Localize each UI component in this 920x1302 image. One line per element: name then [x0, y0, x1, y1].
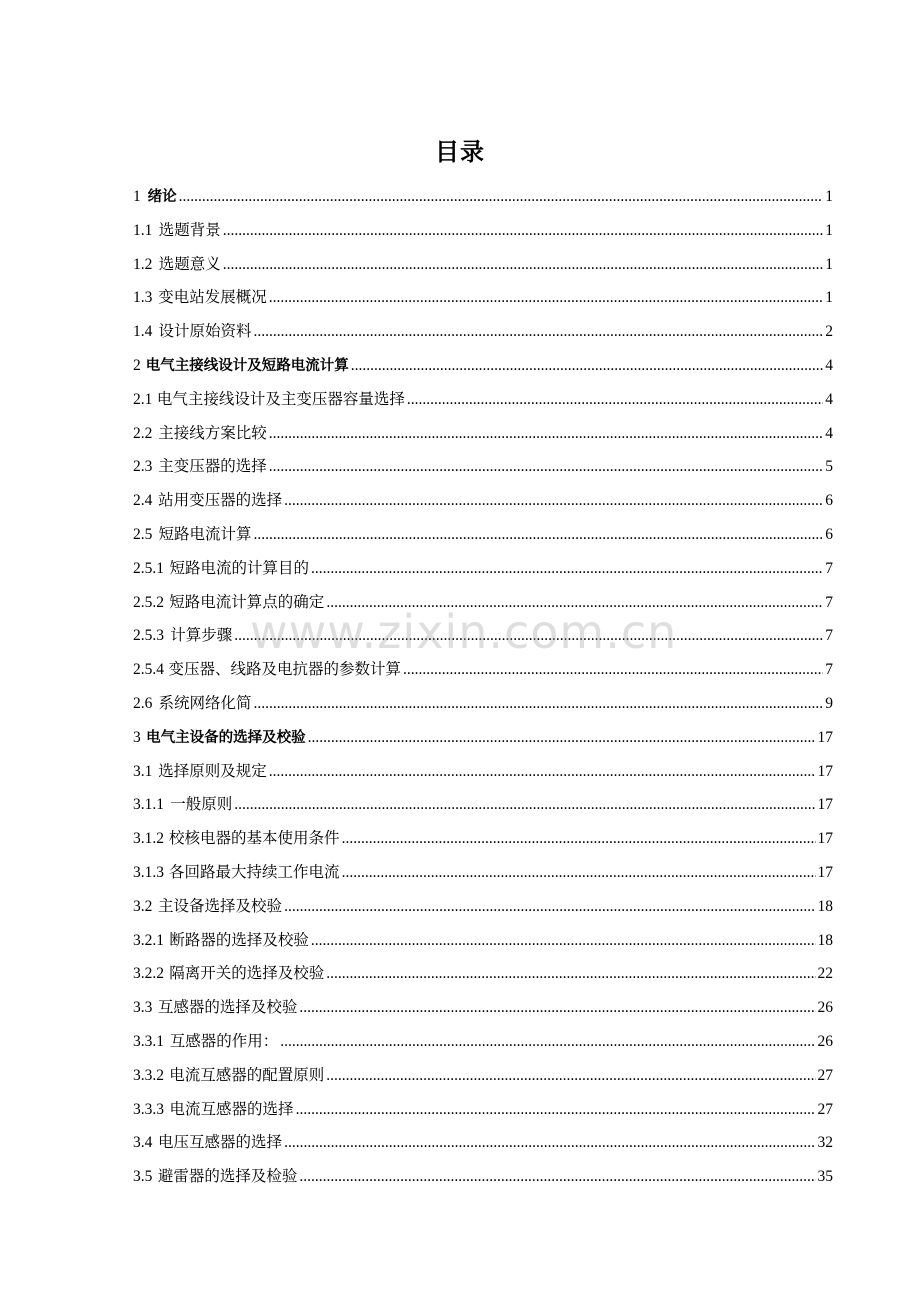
- toc-leader-dots: [284, 890, 815, 924]
- toc-entry[interactable]: [133, 417, 833, 451]
- toc-entry-number: 2.6: [133, 694, 153, 712]
- toc-entry-page: 27: [817, 1066, 833, 1084]
- toc-entry-title: 电气主接线设计及主变压器容量选择: [156, 390, 405, 408]
- toc-leader-dots: [269, 281, 823, 315]
- toc-entry-page: 1: [825, 289, 833, 307]
- toc-entry[interactable]: [133, 890, 833, 924]
- toc-entry-title: 变压器、线路及电抗器的参数计算: [168, 661, 401, 679]
- toc-entry-number: 2.5.4: [133, 661, 164, 679]
- toc-entry-number: 2.3: [133, 458, 153, 476]
- toc-entry-number: 3: [133, 728, 141, 746]
- toc-entry[interactable]: [133, 687, 833, 721]
- toc-entry-page: 4: [825, 424, 833, 442]
- toc-entry[interactable]: [133, 315, 833, 349]
- toc-entry-page: 1: [825, 188, 833, 205]
- toc-leader-dots: [299, 991, 815, 1025]
- toc-entry-page: 17: [817, 863, 833, 881]
- toc-entry[interactable]: [133, 1093, 833, 1127]
- toc-entry-number: 3.2: [133, 897, 153, 915]
- toc-entry-number: 1.2: [133, 255, 153, 273]
- toc-entry-page: 7: [825, 661, 833, 679]
- toc-entry-page: 27: [817, 1100, 833, 1118]
- toc-entry-title: 主设备选择及校验: [158, 897, 283, 915]
- toc-entry-title: 选题意义: [158, 255, 221, 273]
- toc-entry[interactable]: [133, 788, 833, 822]
- toc-entry-number: 2.5.1: [133, 559, 164, 577]
- toc-entry-number: 3.3: [133, 999, 153, 1017]
- toc-entry-number: 1.4: [133, 323, 153, 341]
- toc-entry-page: 35: [817, 1168, 833, 1186]
- toc-leader-dots: [253, 687, 823, 721]
- toc-leader-dots: [311, 552, 823, 586]
- toc-entry-page: 18: [817, 897, 833, 915]
- toc-entry[interactable]: [133, 552, 833, 586]
- toc-entry-page: 1: [825, 221, 833, 239]
- toc-entry[interactable]: [133, 248, 833, 282]
- toc-entry-title: 电气主接线设计及短路电流计算: [145, 357, 349, 374]
- toc-leader-dots: [326, 957, 815, 991]
- toc-entry[interactable]: [133, 991, 833, 1025]
- toc-entry-number: 3.2.2: [133, 965, 164, 983]
- toc-entry-title: 主变压器的选择: [158, 458, 267, 476]
- toc-leader-dots: [280, 1025, 815, 1059]
- toc-entry[interactable]: [133, 924, 833, 958]
- toc-entry-page: 17: [817, 796, 833, 814]
- toc-entry-page: 22: [817, 965, 833, 983]
- toc-entry-number: 3.2.1: [133, 931, 164, 949]
- toc-entry-number: 3.1.2: [133, 830, 164, 848]
- toc-entry[interactable]: [133, 1059, 833, 1093]
- toc-entry-title: 断路器的选择及校验: [169, 931, 309, 949]
- toc-entry-number: 2.1: [133, 390, 153, 408]
- toc-entry-page: 32: [817, 1134, 833, 1152]
- toc-entry-title: 电流互感器的配置原则: [169, 1066, 325, 1084]
- toc-entry-page: 1: [825, 255, 833, 273]
- toc-entry-title: 选择原则及规定: [158, 762, 267, 780]
- toc-entry[interactable]: [133, 518, 833, 552]
- toc-entry-title: 避雷器的选择及检验: [157, 1168, 298, 1186]
- toc-entry-title: 系统网络化简: [158, 694, 252, 712]
- toc-entry[interactable]: [133, 1126, 833, 1160]
- toc-entry-title: 站用变压器的选择: [158, 492, 283, 510]
- toc-leader-dots: [269, 417, 823, 451]
- toc-leader-dots: [299, 1160, 815, 1194]
- toc-entry[interactable]: [133, 214, 833, 248]
- toc-leader-dots: [269, 450, 823, 484]
- toc-entry-title: 电气主设备的选择及校验: [146, 729, 306, 746]
- toc-entry[interactable]: [133, 281, 833, 315]
- toc-leader-dots: [223, 248, 823, 282]
- toc-entry-number: 3.3.1: [133, 1032, 164, 1050]
- toc-entry-page: 4: [825, 356, 833, 374]
- toc-entry-number: 2.4: [133, 492, 153, 510]
- toc-entry[interactable]: [133, 755, 833, 789]
- toc-leader-dots: [351, 349, 823, 383]
- toc-entry[interactable]: [133, 450, 833, 484]
- toc-entry-number: 3.1.3: [133, 863, 164, 881]
- toc-entry[interactable]: [133, 383, 833, 417]
- toc-entry-title: 选题背景: [158, 221, 221, 239]
- watermark: www.zixin.com.cn: [250, 605, 678, 659]
- toc-entry-title: 互感器的作用：: [169, 1032, 279, 1050]
- toc-entry-title: 短路电流计算: [158, 525, 252, 543]
- toc-entry-number: 2.5: [133, 525, 153, 543]
- toc-leader-dots: [308, 721, 816, 755]
- toc-entry-number: 3.1.1: [133, 796, 164, 814]
- toc-entry-number: 3.3.2: [133, 1066, 164, 1084]
- toc-leader-dots: [284, 484, 823, 518]
- toc-entry-title: 隔离开关的选择及校验: [169, 965, 325, 983]
- toc-leader-dots: [407, 383, 823, 417]
- toc-entry[interactable]: [133, 721, 833, 755]
- toc-entry-number: 3.3.3: [133, 1100, 164, 1118]
- toc-entry-number: 3.1: [133, 762, 153, 780]
- toc-leader-dots: [326, 1059, 815, 1093]
- toc-leader-dots: [342, 856, 816, 890]
- toc-entry-title: 各回路最大持续工作电流: [169, 863, 340, 881]
- toc-entry-number: 2: [133, 356, 141, 374]
- toc-entry-page: 9: [825, 694, 833, 712]
- toc-entry-number: 1.3: [133, 289, 153, 307]
- toc-entry-title: 短路电流计算点的确定: [169, 593, 325, 611]
- toc-entry-page: 6: [825, 525, 833, 543]
- table-of-contents: [133, 180, 833, 1194]
- toc-entry[interactable]: [133, 1025, 833, 1059]
- toc-entry-title: 互感器的选择及校验: [157, 999, 298, 1017]
- toc-entry-page: 7: [825, 627, 833, 645]
- toc-leader-dots: [311, 924, 816, 958]
- toc-entry-page: 18: [817, 931, 833, 949]
- toc-entry[interactable]: [133, 822, 833, 856]
- toc-leader-dots: [223, 214, 823, 248]
- toc-leader-dots: [284, 1126, 815, 1160]
- toc-entry-title: 变电站发展概况: [158, 289, 267, 307]
- toc-leader-dots: [179, 180, 824, 214]
- toc-entry-number: 3.5: [133, 1168, 153, 1186]
- toc-entry[interactable]: [133, 180, 833, 214]
- toc-entry-number: 3.4: [133, 1134, 153, 1152]
- toc-entry-page: 5: [825, 458, 833, 476]
- toc-leader-dots: [269, 755, 816, 789]
- toc-entry-number: 2.5.3: [133, 627, 164, 645]
- toc-entry[interactable]: [133, 957, 833, 991]
- toc-leader-dots: [234, 788, 815, 822]
- toc-entry[interactable]: [133, 349, 833, 383]
- toc-leader-dots: [253, 518, 823, 552]
- toc-entry-title: 主接线方案比较: [158, 424, 267, 442]
- toc-leader-dots: [342, 822, 816, 856]
- toc-entry[interactable]: [133, 484, 833, 518]
- toc-entry-page: 2: [825, 323, 833, 341]
- toc-entry-page: 4: [825, 390, 833, 408]
- toc-entry-title: 校核电器的基本使用条件: [169, 830, 340, 848]
- toc-entry-page: 26: [817, 1032, 833, 1050]
- toc-entry-title: 设计原始资料: [158, 323, 252, 341]
- toc-entry[interactable]: [133, 1160, 833, 1194]
- page-title: 目录: [435, 138, 485, 166]
- toc-entry[interactable]: [133, 856, 833, 890]
- toc-entry-number: 2.2: [133, 424, 153, 442]
- toc-entry-page: 26: [817, 999, 833, 1017]
- toc-entry-title: 电流互感器的选择: [169, 1100, 294, 1118]
- toc-leader-dots: [253, 315, 823, 349]
- toc-entry-page: 6: [825, 492, 833, 510]
- toc-entry-title: 电压互感器的选择: [158, 1134, 283, 1152]
- toc-entry-number: 1: [133, 188, 141, 205]
- toc-entry-number: 2.5.2: [133, 593, 164, 611]
- toc-entry-title: 短路电流的计算目的: [169, 559, 309, 577]
- toc-leader-dots: [296, 1093, 816, 1127]
- toc-entry-page: 7: [825, 559, 833, 577]
- toc-entry-number: 1.1: [133, 221, 153, 239]
- toc-entry-page: 17: [817, 762, 833, 780]
- toc-entry-title: 一般原则: [170, 796, 233, 814]
- toc-entry-page: 17: [817, 830, 833, 848]
- toc-entry-page: 7: [825, 593, 833, 611]
- toc-entry-title: 计算步骤: [170, 627, 233, 645]
- toc-entry-title: 绪论: [147, 189, 177, 205]
- toc-entry-page: 17: [817, 728, 833, 746]
